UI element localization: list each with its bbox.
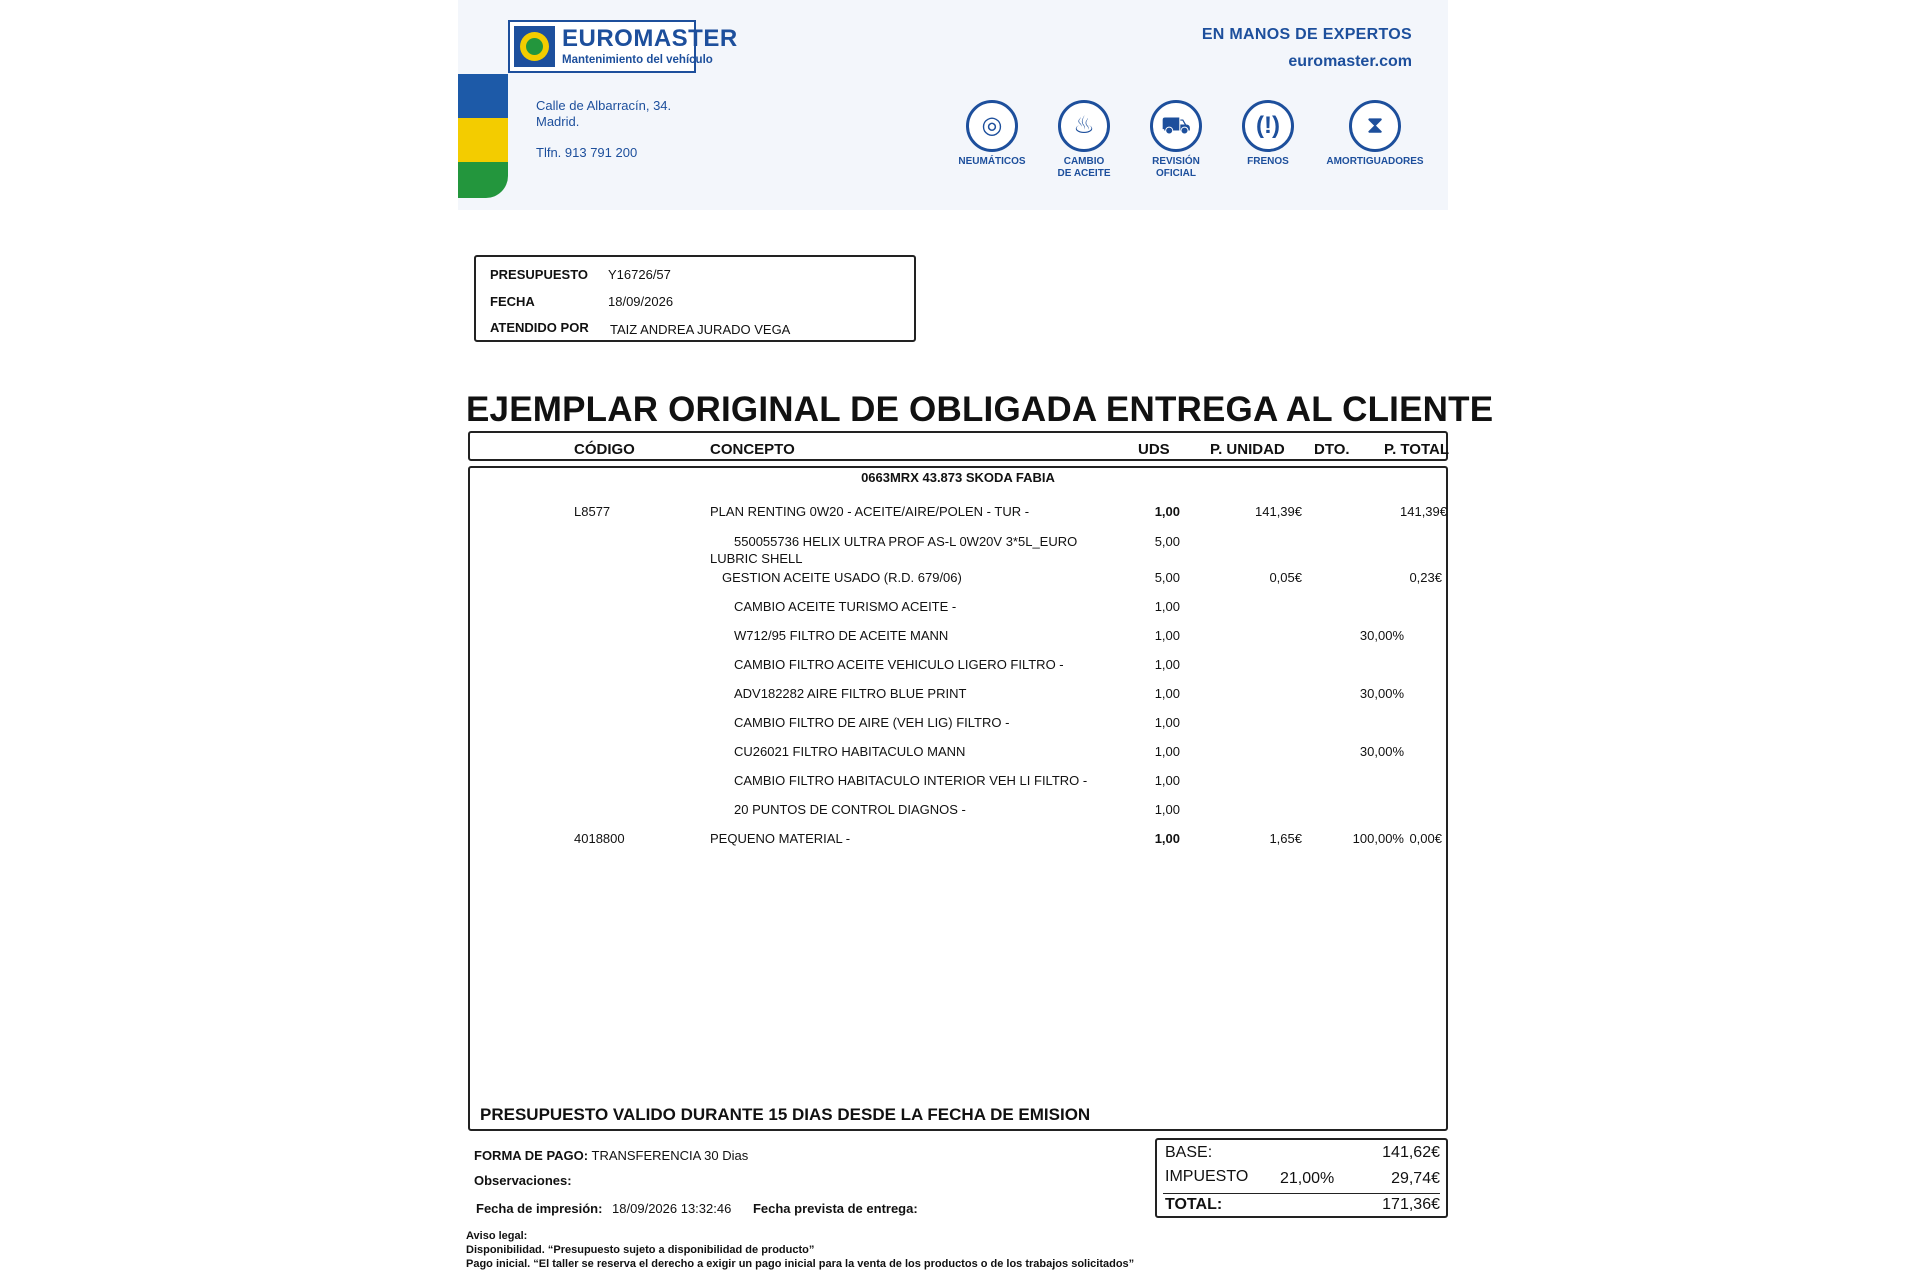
row-concept: PEQUENO MATERIAL - [710, 831, 851, 846]
tire-icon: ◎ [966, 100, 1018, 152]
header-codigo: CÓDIGO [574, 441, 635, 458]
presupuesto-value: Y16726/57 [608, 267, 671, 282]
print-date [476, 1201, 918, 1216]
table-row [470, 773, 1446, 791]
row-discount: 100,00% [1352, 831, 1404, 846]
table-header [468, 431, 1448, 461]
row-concept: CAMBIO FILTRO DE AIRE (VEH LIG) FILTRO - [734, 715, 1010, 730]
table-row [470, 802, 1446, 820]
row-uds: 1,00 [1154, 715, 1180, 730]
table-row [470, 686, 1446, 704]
document-title: EJEMPLAR ORIGINAL DE OBLIGADA ENTREGA AL CLIENTE [466, 390, 1494, 429]
totals-box [1155, 1138, 1448, 1218]
legal-line-2: Pago inicial. “El taller se reserva el derecho a exigir un pago inicial para la venta de los productos o de los trabajos solicitados” [466, 1258, 1135, 1270]
header-concepto: CONCEPTO [710, 441, 795, 458]
delivery-date-label: Fecha prevista de entrega: [752, 1201, 918, 1216]
table-row [470, 504, 1446, 522]
brand-stripe-green [458, 162, 508, 198]
total-value: 171,36€ [1382, 1196, 1440, 1213]
row-uds: 1,00 [1154, 599, 1180, 614]
service-label: FRENOS [1247, 156, 1289, 167]
brand-stripe-blue [458, 74, 508, 118]
total-label: TOTAL: [1165, 1196, 1223, 1213]
row-uds: 5,00 [1154, 570, 1180, 585]
row-total-price: 0,00€ [1409, 831, 1442, 846]
table-row [470, 570, 1446, 588]
row-discount: 30,00% [1359, 744, 1404, 759]
table-row [470, 715, 1446, 733]
table-row [470, 657, 1446, 675]
row-uds: 1,00 [1154, 686, 1180, 701]
row-concept: 20 PUNTOS DE CONTROL DIAGNOS - [734, 802, 966, 817]
payment-method-value: TRANSFERENCIA 30 Dias [591, 1148, 749, 1163]
brand-stripe-yellow [458, 118, 508, 162]
table-row [470, 831, 1446, 849]
legal-line-1: Disponibilidad. “Presupuesto sujeto a disponibilidad de producto” [466, 1244, 815, 1256]
tax-value: 29,74€ [1391, 1170, 1440, 1187]
presupuesto-label: PRESUPUESTO [490, 267, 589, 282]
oil-change-icon: ♨ [1058, 100, 1110, 152]
brake-icon: (!) [1242, 100, 1294, 152]
observations-label: Observaciones: [474, 1173, 572, 1188]
shock-absorber-icon: ⧗ [1349, 100, 1401, 152]
tax-label: IMPUESTO [1165, 1168, 1249, 1185]
row-discount: 30,00% [1359, 628, 1404, 643]
row-total-price: 0,23€ [1409, 570, 1442, 585]
row-concept: 550055736 HELIX ULTRA PROF AS-L 0W20V 3*5L_EURO [734, 534, 1078, 549]
row-unit-price: 0,05€ [1269, 570, 1302, 585]
table-row [470, 534, 1446, 552]
table-body [468, 466, 1448, 1131]
totals-divider [1163, 1193, 1440, 1194]
service-inspection [1131, 100, 1221, 180]
service-oil-change [1039, 100, 1129, 180]
row-concept: CAMBIO FILTRO HABITACULO INTERIOR VEH LI FILTRO - [734, 773, 1088, 788]
service-brakes [1223, 100, 1313, 168]
row-concept: W712/95 FILTRO DE ACEITE MANN [734, 628, 949, 643]
brand-name: EUROMASTER [562, 25, 738, 52]
service-label: AMORTIGUADORES [1326, 156, 1424, 167]
print-date-label: Fecha de impresión: [476, 1201, 603, 1216]
row-code: L8577 [574, 504, 611, 519]
observations [474, 1173, 572, 1188]
row-code: 4018800 [574, 831, 625, 846]
row-uds: 1,00 [1154, 504, 1180, 519]
row-discount: 30,00% [1359, 686, 1404, 701]
service-shocks [1320, 100, 1430, 168]
row-uds: 1,00 [1154, 657, 1180, 672]
row-concept: ADV182282 AIRE FILTRO BLUE PRINT [734, 686, 967, 701]
row-concept-continuation: LUBRIC SHELL [710, 551, 803, 566]
header-p-unidad: P. UNIDAD [1210, 441, 1285, 458]
euromaster-logo [508, 20, 738, 73]
table-row-continuation [470, 551, 1446, 569]
service-tires [947, 100, 1037, 168]
fecha-label: FECHA [490, 294, 535, 309]
table-row [470, 599, 1446, 617]
letterhead [458, 0, 1448, 210]
row-unit-price: 141,39€ [1255, 504, 1302, 519]
table-row [470, 628, 1446, 646]
payment-method [474, 1148, 748, 1163]
service-label: CAMBIO DE ACEITE [1057, 156, 1111, 179]
atendido-label: ATENDIDO POR [490, 320, 589, 335]
fecha-value: 18/09/2026 [608, 294, 674, 309]
legal-title: Aviso legal: [466, 1230, 528, 1242]
address-line-2: Madrid. [536, 114, 580, 129]
header-p-total: P. TOTAL [1384, 441, 1450, 458]
row-concept: PLAN RENTING 0W20 - ACEITE/AIRE/POLEN - TUR - [710, 504, 1030, 519]
validity-notice: PRESUPUESTO VALIDO DURANTE 15 DIAS DESDE LA FECHA DE EMISION [480, 1105, 1091, 1124]
website: euromaster.com [1288, 53, 1412, 70]
header-dto: DTO. [1314, 441, 1350, 458]
base-value: 141,62€ [1382, 1144, 1440, 1161]
row-uds: 5,00 [1154, 534, 1180, 549]
row-uds: 1,00 [1154, 831, 1180, 846]
logo-mark-icon [514, 26, 555, 67]
brand-subtitle: Mantenimiento del vehículo [562, 54, 713, 66]
tagline: EN MANOS DE EXPERTOS [1201, 26, 1412, 43]
document-page [458, 0, 1494, 1270]
row-uds: 1,00 [1154, 773, 1180, 788]
header-uds: UDS [1138, 441, 1170, 458]
quote-info-box [474, 255, 916, 342]
service-label: REVISIÓN OFICIAL [1152, 156, 1200, 179]
row-concept: GESTION ACEITE USADO (R.D. 679/06) [722, 570, 962, 585]
service-label: NEUMÁTICOS [958, 156, 1026, 167]
address-line-1: Calle de Albarracín, 34. [536, 98, 672, 113]
row-uds: 1,00 [1154, 628, 1180, 643]
print-date-value: 18/09/2026 13:32:46 [612, 1201, 732, 1216]
row-total-price: 141,39€ [1400, 504, 1447, 519]
base-label: BASE: [1165, 1144, 1213, 1161]
phone-number: Tlfn. 913 791 200 [536, 145, 638, 160]
row-concept: CAMBIO FILTRO ACEITE VEHICULO LIGERO FILTRO - [734, 657, 1064, 672]
tax-rate: 21,00% [1280, 1170, 1335, 1187]
row-unit-price: 1,65€ [1269, 831, 1302, 846]
row-uds: 1,00 [1154, 744, 1180, 759]
vehicle-line: 0663MRX 43.873 SKODA FABIA [861, 470, 1055, 485]
atendido-value: TAIZ ANDREA JURADO VEGA [610, 322, 791, 337]
row-concept: CU26021 FILTRO HABITACULO MANN [734, 744, 966, 759]
car-inspection-icon: ⛟ [1150, 100, 1202, 152]
row-concept: CAMBIO ACEITE TURISMO ACEITE - [734, 599, 957, 614]
table-row [470, 744, 1446, 762]
row-uds: 1,00 [1154, 802, 1180, 817]
payment-method-label: FORMA DE PAGO: [474, 1148, 589, 1163]
